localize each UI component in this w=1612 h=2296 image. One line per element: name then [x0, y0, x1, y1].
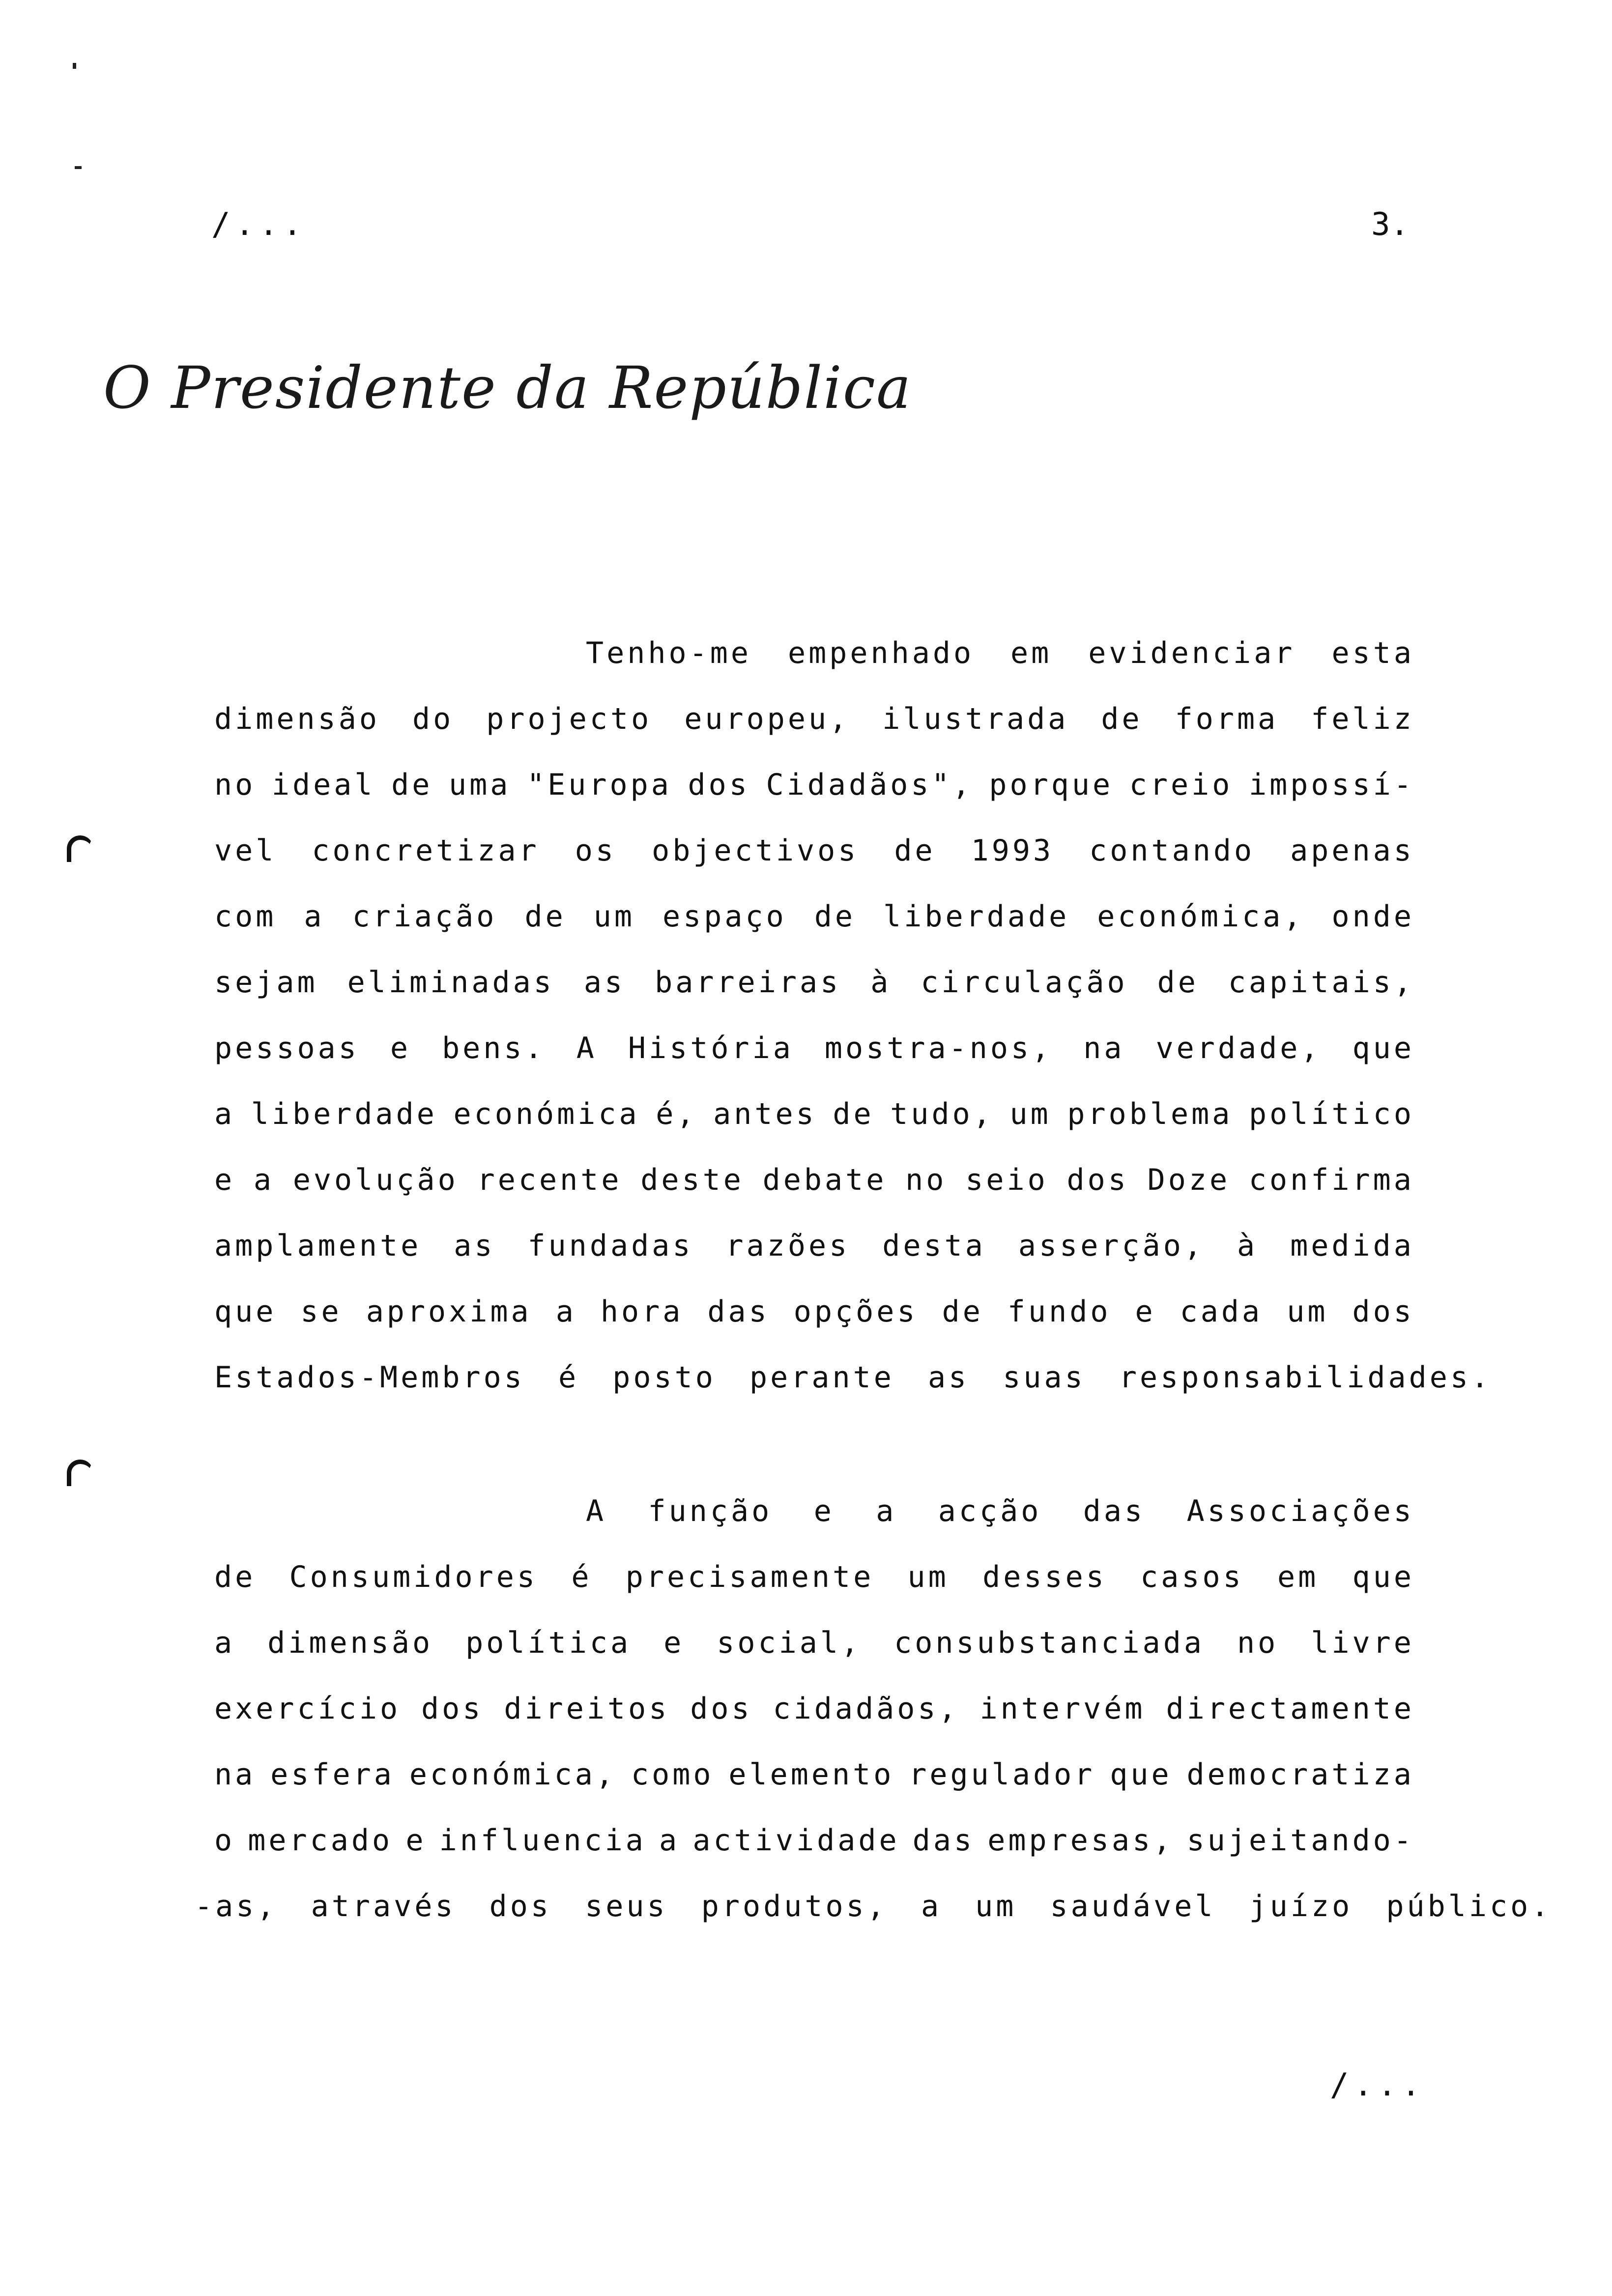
word: eliminadas: [347, 965, 554, 1000]
word: uma: [449, 768, 511, 802]
scan-speck: [75, 166, 82, 169]
paragraph-line: [214, 1808, 1414, 1873]
word: medida: [1290, 1229, 1414, 1263]
word: liberdade: [251, 1097, 437, 1131]
word: intervém: [979, 1692, 1146, 1726]
word: e: [813, 1494, 835, 1528]
page-header: [0, 206, 1612, 251]
word: à: [1237, 1229, 1258, 1263]
word: dimensão: [214, 702, 380, 736]
paragraph-line: [214, 1478, 1414, 1544]
word: de: [214, 1560, 256, 1594]
word: económica,: [409, 1757, 617, 1792]
paragraph-2: [195, 1478, 1552, 1939]
word: de: [894, 833, 936, 868]
word: que: [1110, 1757, 1172, 1792]
word: de: [1101, 702, 1143, 736]
paragraph-line: [214, 1676, 1414, 1742]
word: deste: [640, 1163, 744, 1197]
word: política: [465, 1626, 632, 1660]
word: desses: [982, 1560, 1107, 1594]
word: europeu,: [684, 702, 850, 736]
word: tudo,: [890, 1097, 994, 1131]
word: do: [412, 702, 454, 736]
paragraph-line: [214, 884, 1414, 949]
continuation-marker-top: /...: [211, 206, 307, 243]
word: e: [405, 1823, 427, 1858]
word: precisamente: [625, 1560, 874, 1594]
word: debate: [762, 1163, 887, 1197]
paragraph-line: [214, 686, 1414, 752]
word: circulação: [921, 965, 1128, 1000]
paragraph-line: -as, através dos seus produtos, a um saudável juízo público.: [195, 1889, 1552, 1923]
word: empresas,: [987, 1823, 1174, 1858]
word: A: [586, 1494, 607, 1528]
scan-speck: [73, 63, 76, 69]
word: Tenho-me: [586, 636, 751, 670]
word: cada: [1180, 1294, 1263, 1329]
word: que: [1352, 1560, 1414, 1594]
word: pessoas: [214, 1031, 359, 1065]
paragraph-line: [214, 1279, 1414, 1345]
word: ideal: [271, 768, 375, 802]
word: onde: [1331, 899, 1414, 934]
word: seio: [965, 1163, 1048, 1197]
paragraph-line: [214, 1610, 1414, 1676]
word: à: [870, 965, 892, 1000]
word: se: [300, 1294, 342, 1329]
word: dimensão: [267, 1626, 433, 1660]
word: função: [648, 1494, 773, 1528]
word: regulador: [909, 1757, 1095, 1792]
word: que: [1352, 1031, 1414, 1065]
word: forma: [1175, 702, 1279, 736]
word: é,: [656, 1097, 697, 1131]
paragraph-line: [214, 752, 1414, 818]
paragraph-1: [214, 620, 1492, 1410]
word: creio: [1129, 768, 1233, 802]
word: barreiras: [655, 965, 841, 1000]
word: actividade: [692, 1823, 900, 1858]
word: espaço: [662, 899, 787, 934]
word: verdade,: [1155, 1031, 1322, 1065]
paragraph-line: [214, 1081, 1414, 1147]
word: opções: [793, 1294, 918, 1329]
word: no: [905, 1163, 947, 1197]
page-number: 3.: [1371, 206, 1410, 243]
word: impossí-: [1248, 768, 1414, 802]
word: exercício: [214, 1692, 401, 1726]
word: cidadãos,: [773, 1692, 959, 1726]
word: a: [214, 1097, 235, 1131]
word: mercado: [248, 1823, 393, 1858]
word: projecto: [486, 702, 652, 736]
word: as: [454, 1229, 495, 1263]
word: social,: [717, 1626, 862, 1660]
word: liberdade: [883, 899, 1070, 934]
paragraph-line: [214, 1015, 1414, 1081]
word: casos: [1140, 1560, 1244, 1594]
word: que: [214, 1294, 277, 1329]
word: como: [631, 1757, 714, 1792]
word: ilustrada: [882, 702, 1069, 736]
word: económica: [453, 1097, 640, 1131]
paragraph-line: [214, 1742, 1414, 1808]
word: A: [576, 1031, 597, 1065]
word: Consumidores: [289, 1560, 538, 1594]
paragraph-line: [214, 1147, 1414, 1213]
paragraph-line: [214, 818, 1414, 884]
word: sujeitando-: [1186, 1823, 1414, 1858]
word: capitais,: [1228, 965, 1414, 1000]
word: vel: [214, 833, 277, 868]
word: contando: [1089, 833, 1255, 868]
word: acção: [938, 1494, 1042, 1528]
word: e: [214, 1163, 235, 1197]
word: dos: [421, 1692, 484, 1726]
word: a: [253, 1163, 275, 1197]
word: das: [707, 1294, 770, 1329]
word: na: [214, 1757, 256, 1792]
word: antes: [713, 1097, 817, 1131]
paragraph-line: [214, 620, 1414, 686]
word: hora: [600, 1294, 684, 1329]
word: com: [214, 899, 277, 934]
word: na: [1083, 1031, 1125, 1065]
word: fundo: [1007, 1294, 1111, 1329]
word: razões: [725, 1229, 850, 1263]
word: um: [1009, 1097, 1051, 1131]
paragraph-line: [214, 1544, 1414, 1610]
word: os: [575, 833, 617, 868]
letterhead-presidente-da-republica: O Presidente da República: [103, 354, 912, 422]
hole-punch-mark-icon: [67, 1460, 93, 1486]
word: História: [628, 1031, 794, 1065]
word: a: [659, 1823, 680, 1858]
word: de: [942, 1294, 983, 1329]
word: confirma: [1248, 1163, 1414, 1197]
word: influencia: [439, 1823, 646, 1858]
word: asserção,: [1018, 1229, 1205, 1263]
word: dos: [1352, 1294, 1414, 1329]
word: a: [876, 1494, 897, 1528]
word: feliz: [1311, 702, 1414, 736]
word: objectivos: [652, 833, 859, 868]
word: a: [555, 1294, 576, 1329]
word: direitos: [504, 1692, 670, 1726]
word: 1993: [971, 833, 1054, 868]
word: aproxima: [366, 1294, 532, 1329]
word: no: [214, 768, 256, 802]
word: dos: [688, 768, 750, 802]
word: um: [1287, 1294, 1328, 1329]
word: porque: [989, 768, 1114, 802]
word: a: [214, 1626, 235, 1660]
word: é: [571, 1560, 592, 1594]
word: político: [1248, 1097, 1414, 1131]
word: das: [1083, 1494, 1146, 1528]
word: um: [593, 899, 635, 934]
word: Cidadãos",: [766, 768, 973, 802]
word: livre: [1311, 1626, 1414, 1660]
word: amplamente: [214, 1229, 422, 1263]
paragraph-line: [214, 1213, 1414, 1279]
word: bens.: [442, 1031, 546, 1065]
word: dos: [1066, 1163, 1129, 1197]
word: criação: [352, 899, 497, 934]
word: elemento: [728, 1757, 894, 1792]
word: de: [524, 899, 566, 934]
word: evidenciar: [1088, 636, 1295, 670]
word: mostra-nos,: [824, 1031, 1053, 1065]
word: democratiza: [1186, 1757, 1414, 1792]
word: de: [814, 899, 856, 934]
word: problema: [1067, 1097, 1233, 1131]
word: empenhado: [787, 636, 975, 670]
word: desta: [882, 1229, 986, 1263]
word: em: [1277, 1560, 1319, 1594]
word: concretizar: [312, 833, 540, 868]
word: evolução: [292, 1163, 459, 1197]
word: das: [912, 1823, 975, 1858]
word: e: [663, 1626, 685, 1660]
word: de: [1157, 965, 1199, 1000]
word: sejam: [214, 965, 318, 1000]
word: económica,: [1097, 899, 1304, 934]
word: as: [583, 965, 626, 1000]
word: fundadas: [527, 1229, 693, 1263]
word: directamente: [1166, 1692, 1414, 1726]
word: consubstanciada: [894, 1626, 1205, 1660]
word: de: [391, 768, 433, 802]
word: no: [1237, 1626, 1279, 1660]
word: e: [1135, 1294, 1156, 1329]
paragraph-line: [214, 949, 1414, 1015]
word: dos: [690, 1692, 752, 1726]
continuation-marker-bottom: /...: [1330, 2067, 1426, 2103]
word: apenas: [1290, 833, 1414, 868]
word: esfera: [270, 1757, 395, 1792]
word: recente: [477, 1163, 622, 1197]
word: e: [390, 1031, 411, 1065]
word: esta: [1331, 636, 1414, 670]
word: "Europa: [527, 768, 672, 802]
word: Doze: [1147, 1163, 1231, 1197]
word: o: [214, 1823, 235, 1858]
word: um: [907, 1560, 949, 1594]
word: a: [304, 899, 325, 934]
word: de: [833, 1097, 874, 1131]
word: em: [1010, 636, 1052, 670]
hole-punch-mark-icon: [67, 835, 93, 862]
paragraph-line: Estados-Membros é posto perante as suas responsabilidades.: [214, 1360, 1492, 1395]
word: Associações: [1186, 1494, 1414, 1528]
